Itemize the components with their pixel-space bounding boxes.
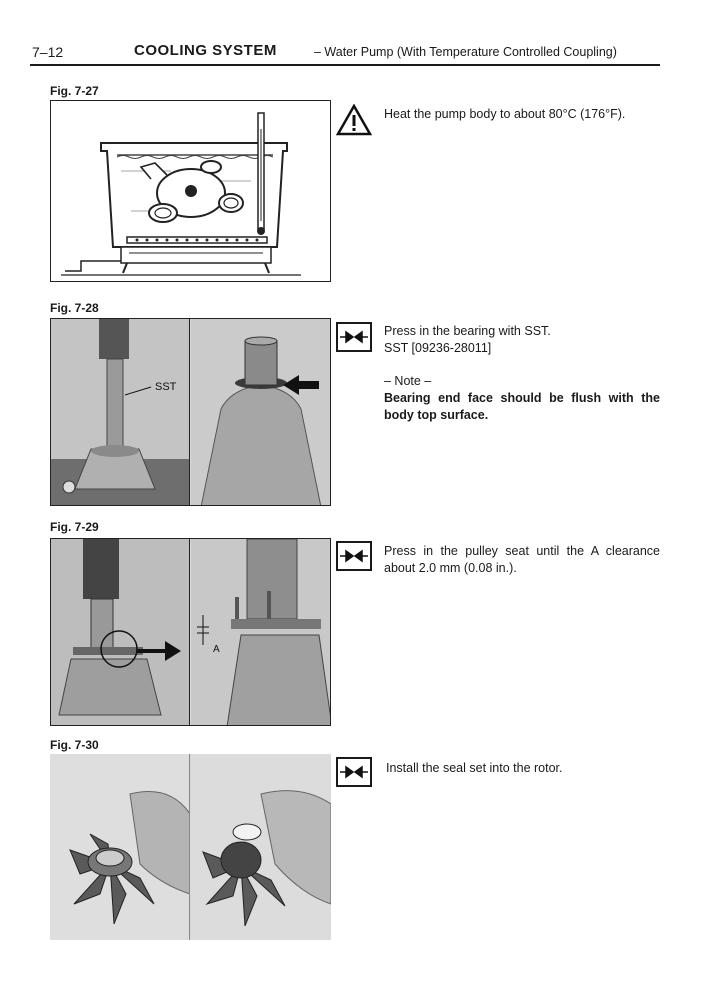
fig-7-29-right-photo [191, 539, 331, 725]
clearance-a-callout: A [213, 644, 220, 655]
page-header [30, 44, 660, 66]
page-number: 7–12 [32, 44, 64, 60]
fig-7-30-instruction: Install the seal set into the rotor. [386, 761, 563, 775]
section-title: COOLING SYSTEM [134, 42, 277, 59]
fig-7-29-left-photo [51, 539, 190, 725]
fig-7-28-photo [50, 318, 331, 506]
note-text: Bearing end face should be flush with the body top surface. [384, 391, 660, 422]
heating-pot-drawing [51, 101, 331, 282]
section-subtitle: – Water Pump (With Temperature Controlled Coupling) [314, 45, 617, 59]
fig-7-27-label: Fig. 7-27 [50, 84, 99, 98]
fig-7-30-left-photo [50, 754, 190, 940]
fig-7-29-instruction: Press in the pulley seat until the A clearance about 2.0 mm (0.08 in.). [384, 544, 660, 575]
press-in-arrows-icon [336, 322, 372, 352]
fig-7-28-instruction: Press in the bearing with SST. [384, 324, 551, 338]
fig-7-28-left-photo [51, 319, 190, 505]
fig-7-28-right-photo [191, 319, 331, 505]
fig-7-28-sst-number: SST [09236-28011] [384, 341, 492, 355]
fig-7-30-label: Fig. 7-30 [50, 738, 99, 752]
fig-7-28-label: Fig. 7-28 [50, 301, 99, 315]
warning-triangle-icon [336, 104, 372, 134]
fig-7-29-label: Fig. 7-29 [50, 520, 99, 534]
fig-7-30-photo [50, 754, 331, 940]
fig-7-30-right-photo [191, 754, 331, 940]
fig-7-27-instruction: Heat the pump body to about 80°C (176°F). [384, 107, 626, 121]
press-in-arrows-icon [336, 757, 372, 787]
sst-callout: SST [155, 381, 177, 393]
note-title: – Note – [384, 374, 432, 388]
press-in-arrows-icon [336, 541, 372, 571]
fig-7-27-illustration [50, 100, 331, 282]
fig-7-29-photo [50, 538, 331, 726]
